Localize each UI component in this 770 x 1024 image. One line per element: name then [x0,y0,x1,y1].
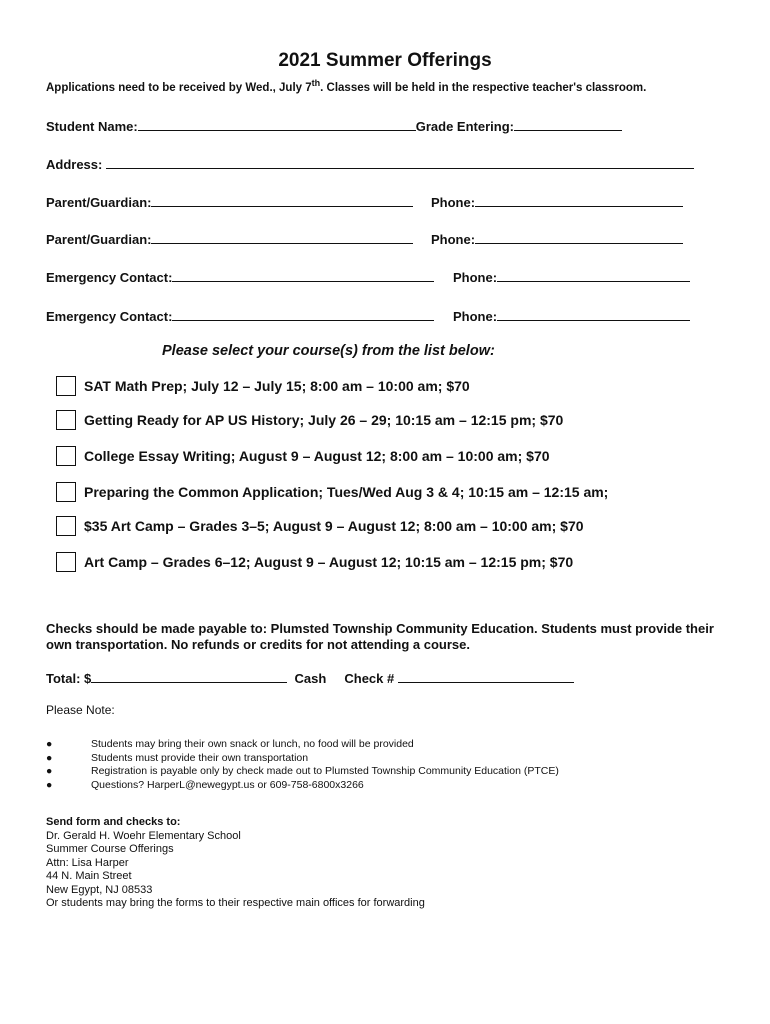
course-label: Preparing the Common Application; Tues/Wed Aug 3 & 4; 10:15 am – 12:15 am; [84,484,609,500]
course-item-college-essay [56,446,550,466]
list-item [46,738,559,752]
course-label: College Essay Writing; August 9 – August 12; 8:00 am – 10:00 am; $70 [84,448,550,464]
emergency-row-2 [46,308,434,324]
grade-entering-label: Grade Entering: [415,119,514,134]
parent-phone-row-2 [431,231,683,247]
checks-payable-text: Checks should be made payable to: Plumsted Township Community Education. Students must provide their own transportation. No refunds or credits for not attending a course. [46,621,714,652]
course-item-art-camp-6-12 [56,552,573,572]
course-label: $35 Art Camp – Grades 3–5; August 9 – August 12; 8:00 am – 10:00 am; $70 [84,518,584,534]
list-item [46,765,559,779]
course-checkbox[interactable] [56,482,76,502]
notes-list [46,738,559,792]
course-checkbox[interactable] [56,376,76,396]
phone-line-4[interactable] [497,308,690,321]
send-line: 44 N. Main Street [46,870,132,882]
parent-row-1 [46,194,413,210]
emergency-row-1 [46,269,434,285]
bullet: ● [46,765,53,777]
send-line: Dr. Gerald H. Woehr Elementary School [46,829,241,842]
note-text[interactable]: Questions? HarperL@newegypt.us or 609-758-6800x3266 [91,778,364,791]
intro-before: Applications need to be received by Wed., July 7 [46,81,312,94]
note-text: Students may bring their own snack or lunch, no food will be provided [91,738,414,750]
course-item-sat-math [56,376,470,396]
phone-line-2[interactable] [475,231,683,244]
list-item [46,779,559,793]
cash-label: Cash [294,671,327,686]
emergency-line-1[interactable] [172,269,434,282]
page-title: 2021 Summer Offerings [278,50,492,71]
phone-label-3: Phone: [453,270,498,285]
intro-after: . Classes will be held in the respective teacher's classroom. [320,81,647,94]
payment-row [46,670,574,686]
course-label: SAT Math Prep; July 12 – July 15; 8:00 am – 10:00 am; $70 [84,378,470,394]
check-number-line[interactable] [398,670,574,683]
course-label: Getting Ready for AP US History; July 26 – 29; 10:15 am – 12:15 pm; $70 [84,412,564,428]
emergency-line-2[interactable] [172,308,434,321]
phone-line-1[interactable] [475,194,683,207]
parent-phone-row-1 [431,194,683,210]
send-line: Or students may bring the forms to their respective main offices for forwarding [46,897,425,909]
parent-label-1: Parent/Guardian: [46,195,152,210]
bullet: ● [46,738,53,750]
course-item-ap-us-history [56,410,563,430]
note-heading: Please Note: [46,703,115,717]
emergency-phone-row-1 [453,269,690,285]
course-item-art-camp-3-5 [56,516,584,536]
send-line: New Egypt, NJ 08533 [46,883,153,896]
parent-line-2[interactable] [151,231,413,244]
intro-sup: th [311,78,321,88]
total-line[interactable] [91,670,287,683]
course-item-common-app [56,482,608,502]
course-select-heading: Please select your course(s) from the list below: [162,343,495,359]
address-row [46,156,694,172]
student-name-label: Student Name: [46,119,138,134]
phone-label-1: Phone: [431,195,476,210]
phone-label-4: Phone: [453,309,498,324]
phone-label-2: Phone: [431,232,476,247]
phone-line-3[interactable] [497,269,690,282]
send-line: Summer Course Offerings [46,843,174,855]
check-label: Check # [344,671,395,686]
student-name-line[interactable] [138,118,416,131]
bullet: ● [46,751,53,764]
total-label: Total: $ [46,671,92,686]
emergency-label-2: Emergency Contact: [46,309,173,324]
bullet: ● [46,778,53,791]
grade-entering-line[interactable] [514,118,622,131]
intro-text [46,78,646,94]
emergency-label-1: Emergency Contact: [46,270,173,285]
parent-line-1[interactable] [151,194,413,207]
parent-row-2 [46,231,413,247]
parent-label-2: Parent/Guardian: [46,232,152,247]
address-label: Address: [46,157,103,172]
send-to-block [46,816,425,911]
note-text: Registration is payable only by check made out to Plumsted Township Community Education (PTCE) [91,765,559,777]
emergency-phone-row-2 [453,308,690,324]
course-checkbox[interactable] [56,516,76,536]
course-checkbox[interactable] [56,552,76,572]
address-line[interactable] [106,156,694,169]
note-text: Students must provide their own transportation [91,751,309,764]
send-heading: Send form and checks to: [46,816,181,828]
list-item [46,752,559,766]
course-checkbox[interactable] [56,410,76,430]
student-name-row [46,118,622,134]
course-checkbox[interactable] [56,446,76,466]
course-label: Art Camp – Grades 6–12; August 9 – August 12; 10:15 am – 12:15 pm; $70 [84,554,574,570]
send-line: Attn: Lisa Harper [46,856,129,869]
